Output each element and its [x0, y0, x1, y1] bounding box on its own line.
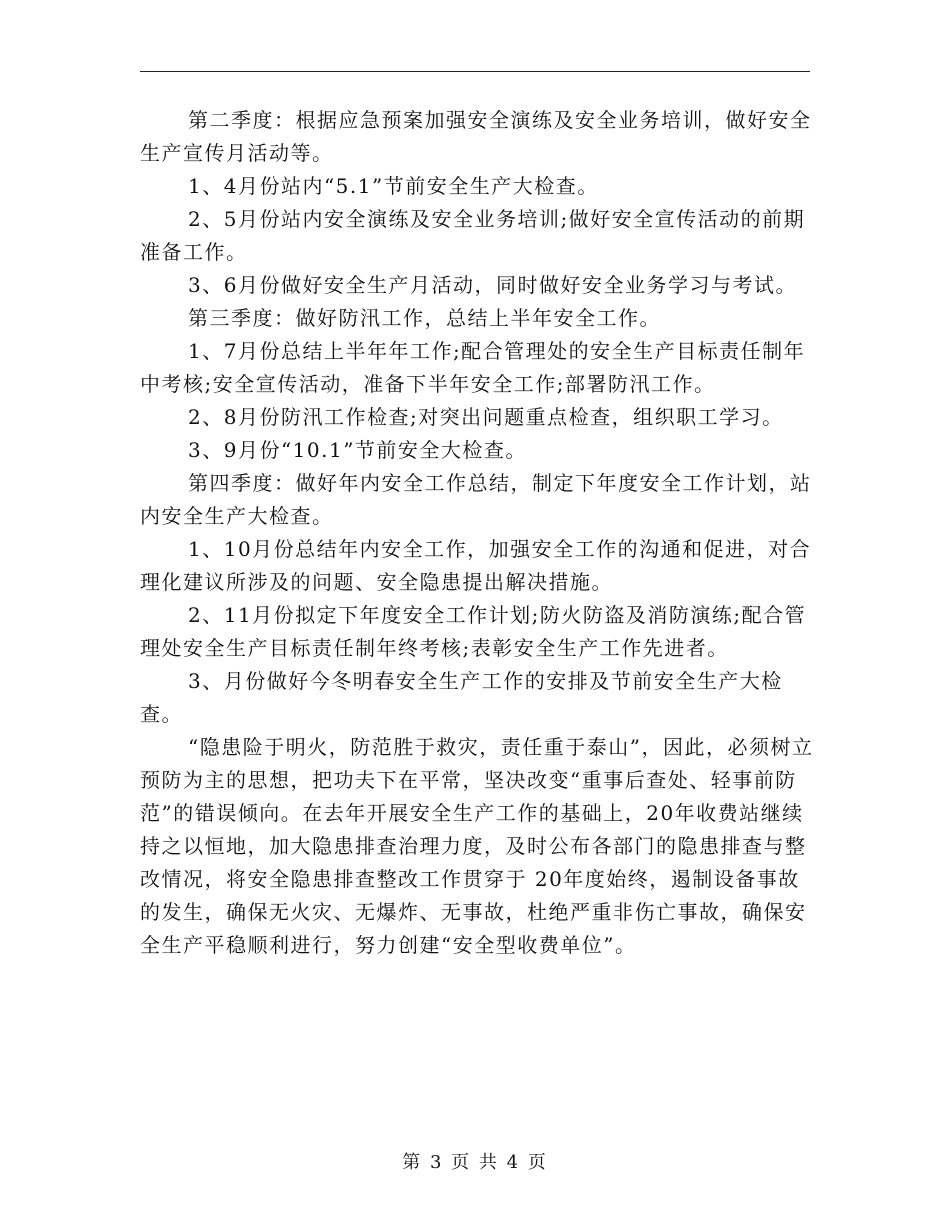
- paragraph-q2-item-1: 1、4月份站内“5.1”节前安全生产大检查。: [188, 174, 599, 198]
- page-number-footer: 第 3 页 共 4 页: [402, 1152, 548, 1173]
- paragraph-q2-heading: 第二季度：根据应急预案加强安全演练及安全业务培训，做好安全生产宣传月活动等。: [140, 108, 812, 165]
- paragraph-q4-item-1: 1、10月份总结年内安全工作，加强安全工作的沟通和促进，对合理化建议所涉及的问题、安全隐患提出解决措施。: [140, 537, 812, 594]
- document-body: [140, 104, 820, 962]
- paragraph-q2-item-2: 2、5月份站内安全演练及安全业务培训;做好安全宣传活动的前期准备工作。: [140, 207, 806, 264]
- header-rule: [140, 71, 810, 72]
- paragraph-conclusion: “隐患险于明火，防范胜于救灾，责任重于泰山”，因此，必须树立预防为主的思想，把功夫下在平常，坚决改变“重事后查处、轻事前防范”的错误倾向。在去年开展安全生产工作的基础上，20年收费站继续持之以恒地，加大隐患排查治理力度，及时公布各部门的隐患排查与整改情况，将安全隐患排查整改工作贯穿于 20年度始终，遏制设备事故的发生，确保无火灾、无爆炸、无事故，杜绝严重非伤亡事故，确保安全生产平稳顺利进行，努力创建“安全型收费单位”。: [140, 735, 814, 957]
- paragraph-q2-item-3: 3、6月份做好安全生产月活动，同时做好安全业务学习与考试。: [188, 273, 797, 297]
- paragraph-q3-item-1: 1、7月份总结上半年年工作;配合管理处的安全生产目标责任制年中考核;安全宣传活动，准备下半年安全工作;部署防汛工作。: [140, 339, 806, 396]
- paragraph-q3-item-3: 3、9月份“10.1”节前安全大检查。: [188, 438, 527, 462]
- paragraph-q3-item-2: 2、8月份防汛工作检查;对突出问题重点检查，组织职工学习。: [188, 405, 784, 429]
- paragraph-q3-heading: 第三季度：做好防汛工作，总结上半年安全工作。: [188, 306, 661, 330]
- paragraph-q4-item-2: 2、11月份拟定下年度安全工作计划;防火防盗及消防演练;配合管理处安全生产目标责任制年终考核;表彰安全生产工作先进者。: [140, 603, 807, 660]
- paragraph-q4-item-3: 3、月份做好今冬明春安全生产工作的安排及节前安全生产大检查。: [140, 669, 783, 726]
- paragraph-q4-heading: 第四季度：做好年内安全工作总结，制定下年度安全工作计划，站内安全生产大检查。: [140, 471, 812, 528]
